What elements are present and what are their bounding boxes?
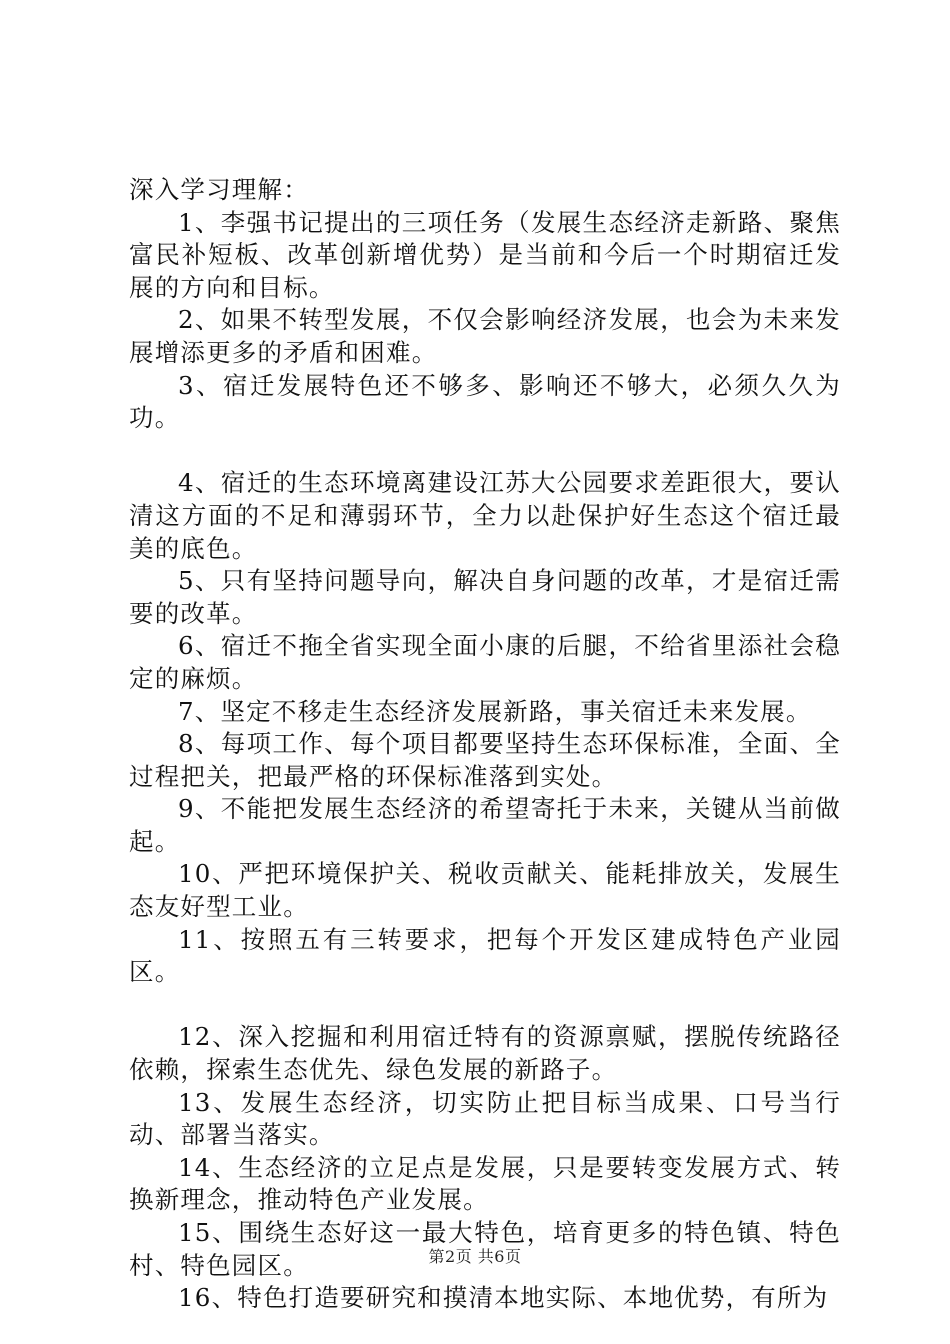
list-item: 2、如果不转型发展，不仅会影响经济发展，也会为未来发展增添更多的矛盾和困难。 [129,305,841,367]
list-item: 14、生态经济的立足点是发展，只是要转变发展方式、转换新理念，推动特色产业发展。 [129,1152,841,1215]
document-body [129,174,841,1315]
list-item: 16、特色打造要研究和摸清本地实际、本地优势，有所为 [178,1283,829,1313]
list-item: 8、每项工作、每个项目都要坚持生态环保标准，全面、全过程把关，把最严格的环保标准落到实处。 [129,729,841,791]
list-item: 9、不能把发展生态经济的希望寄托于未来，关键从当前做起。 [129,794,841,856]
list-item: 10、严把环境保护关、税收贡献关、能耗排放关，发展生态友好型工业。 [129,859,841,922]
page-number-footer: 第2页 共6页 [428,1247,522,1266]
list-item: 6、宿迁不拖全省实现全面小康的后腿，不给省里添社会稳定的麻烦。 [129,631,841,693]
list-item: 13、发展生态经济，切实防止把目标当成果、口号当行动、部署当落实。 [129,1087,841,1150]
list-item: 12、深入挖掘和利用宿迁特有的资源禀赋，摆脱传统路径依赖，探索生态优先、绿色发展的新路子。 [129,1022,841,1085]
list-item: 15、围绕生态好这一最大特色，培育更多的特色镇、特色村、特色园区。 [129,1218,841,1280]
list-item: 3、宿迁发展特色还不够多、影响还不够大，必须久久为功。 [129,370,841,433]
list-item: 5、只有坚持问题导向，解决自身问题的改革，才是宿迁需要的改革。 [129,566,841,628]
section-heading: 深入学习理解： [129,175,309,204]
list-item: 1、李强书记提出的三项任务（发展生态经济走新路、聚焦富民补短板、改革创新增优势）是当前和今后一个时期宿迁发展的方向和目标。 [129,207,841,302]
list-item: 7、坚定不移走生态经济发展新路，事关宿迁未来发展。 [178,696,812,726]
list-item: 4、宿迁的生态环境离建设江苏大公园要求差距很大，要认清这方面的不足和薄弱环节，全力以赴保护好生态这个宿迁最美的底色。 [129,468,841,563]
list-item: 11、按照五有三转要求，把每个开发区建成特色产业园区。 [129,924,841,987]
